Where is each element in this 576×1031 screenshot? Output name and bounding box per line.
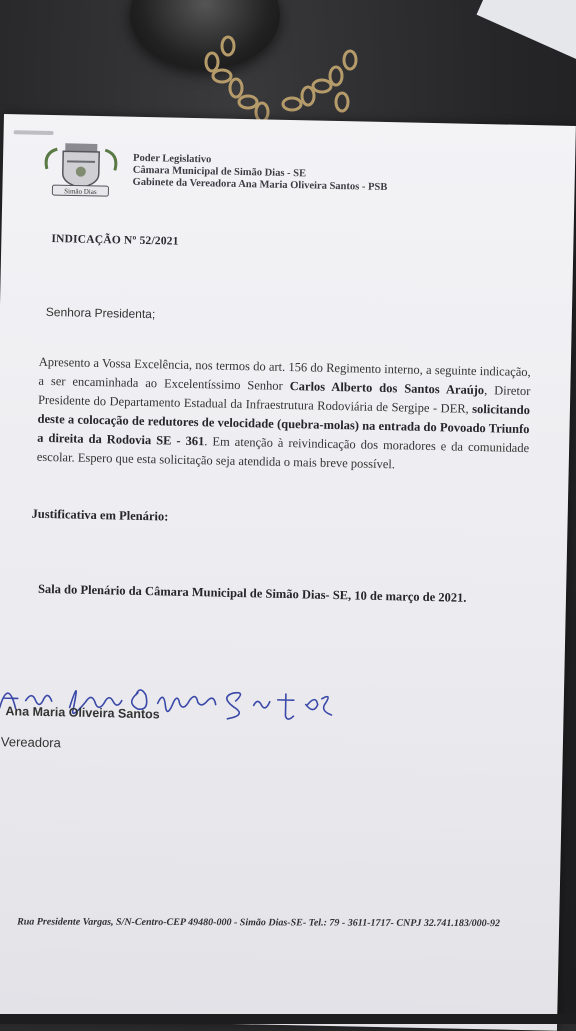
- footer-address: Rua Presidente Vargas, S/N-Centro-CEP 49480-000 - Simão Dias-SE- Tel.: 79 - 3611-1717- CNPJ 32.741.183/000-92: [17, 916, 500, 930]
- body-recipient-name: Carlos Alberto dos Santos Araújo: [289, 379, 485, 398]
- municipal-crest-icon: [38, 139, 123, 201]
- letterhead-line-2: Câmara Municipal de Simão Dias - SE: [132, 164, 307, 180]
- letterhead-line-3: Gabinete da Vereadora Ana Maria Oliveira Santos - PSB: [132, 176, 388, 194]
- body-paragraph: [37, 353, 531, 477]
- crest-caption: Simão Dias: [64, 187, 97, 196]
- place-and-date: Sala do Plenário da Câmara Municipal de Simão Dias- SE, 10 de março de 2021.: [37, 581, 467, 605]
- letterhead: [132, 153, 387, 194]
- document-page: [0, 114, 576, 1031]
- document-number: INDICAÇÃO Nº 52/2021: [51, 233, 179, 248]
- staple-mark: [14, 130, 54, 135]
- body-part-3: , Diretor Presidente do Departamento Estadual da Infraestrutura Rodoviária de Sergipe - DER,: [37, 383, 531, 416]
- letterhead-line-1: Poder Legislativo: [132, 152, 212, 166]
- body-part-5: . Em atenção à reivindicação dos moradores e da comunidade escolar. Espero que esta solicitação seja atendida o mais breve possível.: [36, 434, 530, 472]
- body-part-1: Apresento a Vossa Excelência, nos termos do art. 156 do Regimento interno, a seguinte indicação, a ser encaminhada ao Excelentíssimo Senhor: [38, 354, 531, 394]
- desk-edge: [0, 1014, 576, 1024]
- justificativa-heading: Justificativa em Plenário:: [31, 506, 169, 524]
- salutation: Senhora Presidenta;: [45, 304, 156, 322]
- body-request: solicitando deste a colocação de redutores de velocidade (quebra-molas) na entrada do Povoado Triunfo a direita da Rodovia SE - 361: [37, 401, 531, 449]
- signer-role: Vereadora: [0, 734, 62, 751]
- signer-name: Ana Maria Oliveira Santos: [5, 704, 160, 722]
